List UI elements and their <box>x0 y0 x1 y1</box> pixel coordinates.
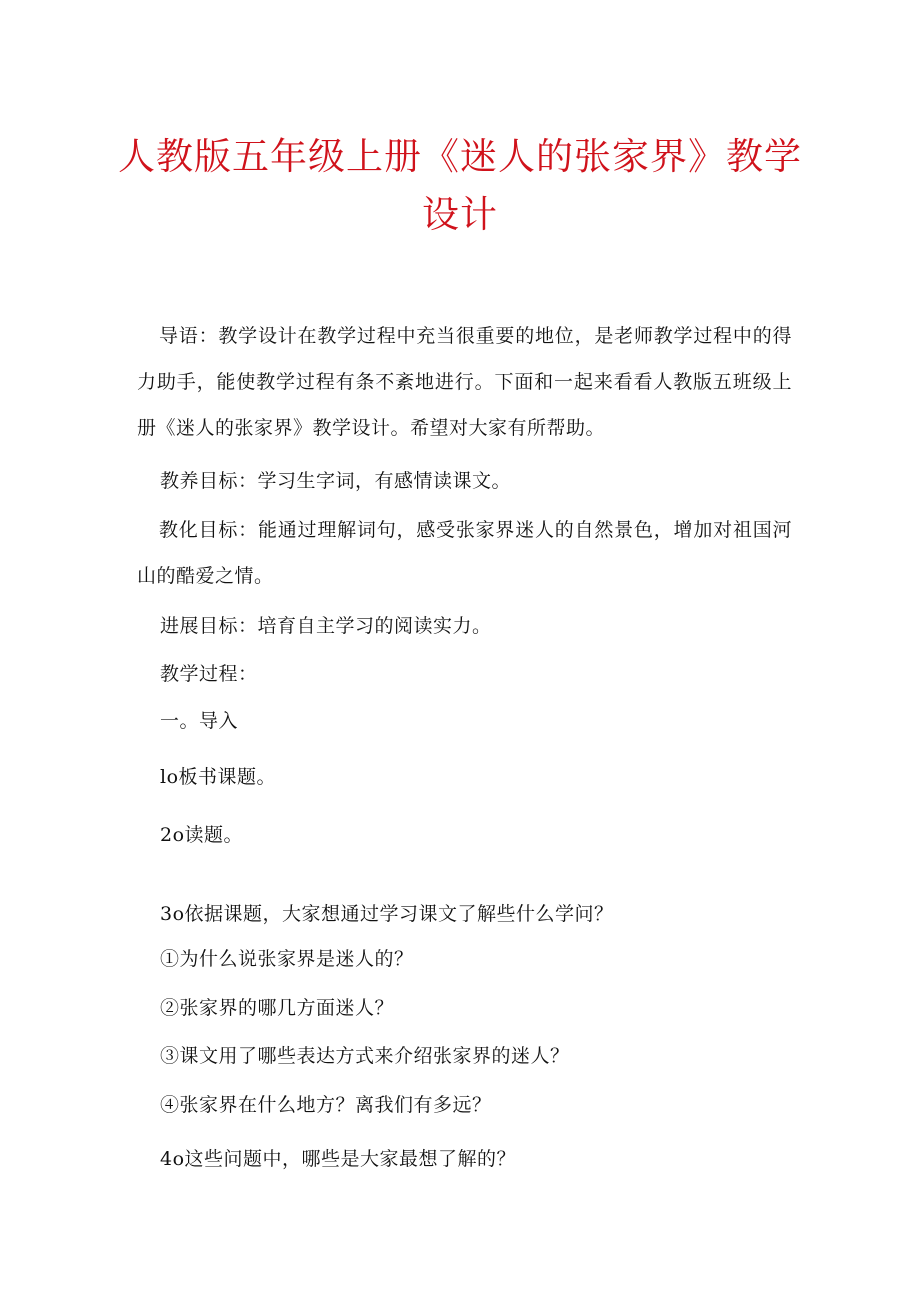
goal-education: 教化目标：能通过理解词句，感受张家界迷人的自然景色，增加对祖国河山的酷爱之情。 <box>137 519 792 587</box>
document-title: 人教版五年级上册《迷人的张家界》教学设计 <box>118 135 802 236</box>
step-4: 4o这些问题中，哪些是大家最想了解的？ <box>160 1148 517 1170</box>
question-2: ②张家界的哪几方面迷人？ <box>160 997 395 1019</box>
section-intro-heading: 一。导入 <box>160 710 239 732</box>
question-4: ④张家界在什么地方？离我们有多远？ <box>160 1094 492 1116</box>
intro-paragraph: 导语：教学设计在教学过程中充当很重要的地位，是老师教学过程中的得力助手，能使教学过程有条不紊地进行。下面和一起来看看人教版五班级上册《迷人的张家界》教学设计。希望对大家有所帮助。 <box>137 325 792 439</box>
goal-development: 进展目标：培育自主学习的阅读实力。 <box>160 615 492 637</box>
step-3: 3o依据课题，大家想通过学习课文了解些什么学问？ <box>160 903 614 925</box>
goal-knowledge: 教养目标：学习生字词，有感情读课文。 <box>160 470 512 492</box>
step-1: lo板书课题。 <box>160 766 277 788</box>
step-2: 2o读题。 <box>160 824 244 846</box>
process-heading: 教学过程： <box>160 663 258 685</box>
question-1: ①为什么说张家界是迷人的？ <box>160 948 414 970</box>
question-3: ③课文用了哪些表达方式来介绍张家界的迷人？ <box>160 1045 570 1067</box>
